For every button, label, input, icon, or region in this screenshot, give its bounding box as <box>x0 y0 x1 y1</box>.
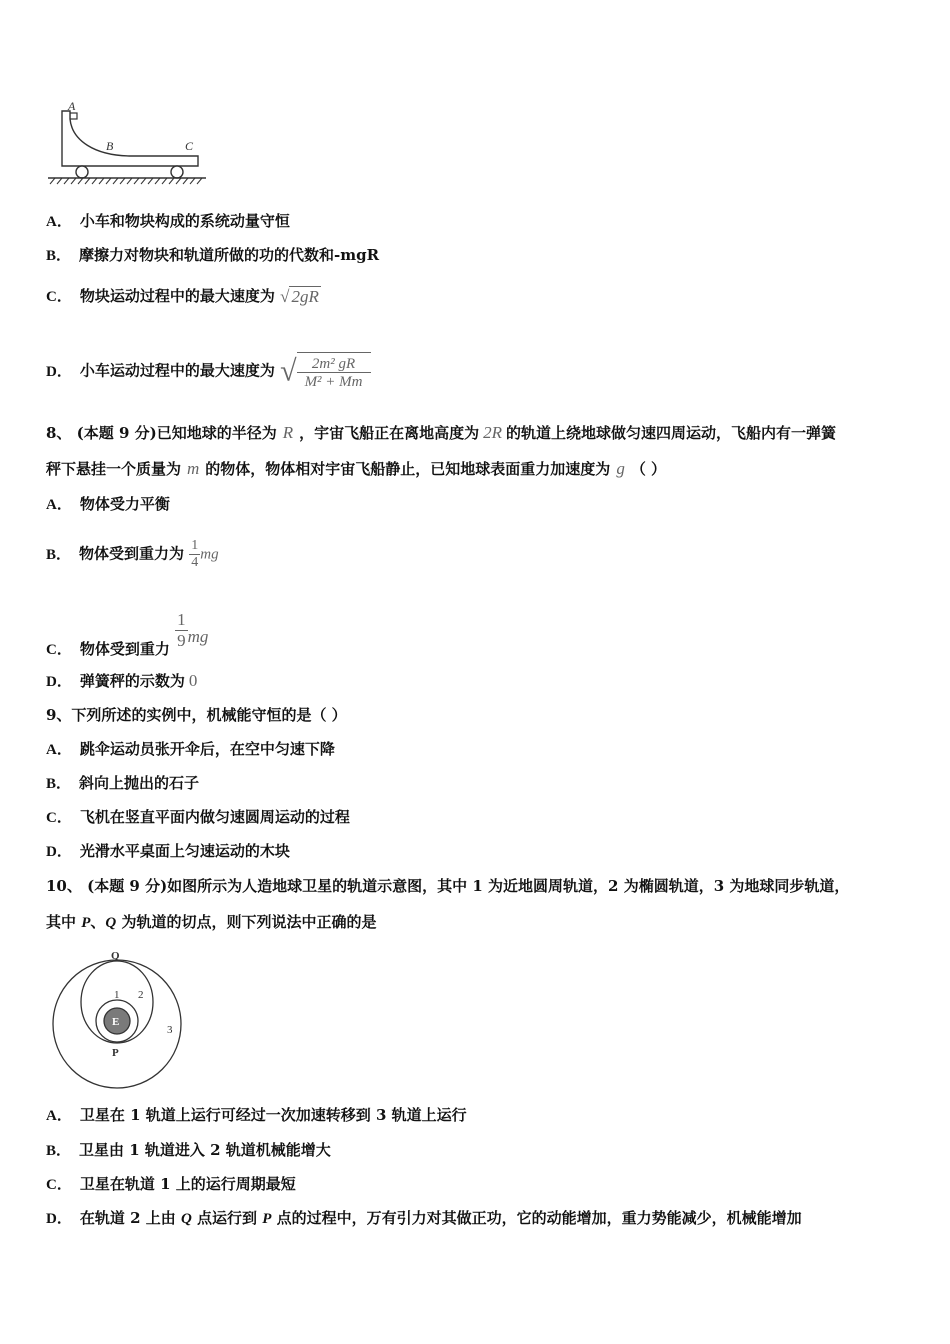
q9-option-a: A． 跳伞运动员张开伞后，在空中匀速下降 <box>46 740 335 758</box>
q10-option-a: A． 卫星在 1 轨道上运行可经过一次加速转移到 3 轨道上运行 <box>46 1106 467 1124</box>
fraction-1-4: $\frac{1}{4}$ <box>191 538 199 570</box>
q10-option-c: C． 卫星在轨道 1 上的运行周期最短 <box>46 1175 296 1193</box>
q9-option-d: D． 光滑水平桌面上匀速运动的木块 <box>46 842 290 860</box>
q7-option-c: C． 物块运动过程中的最大速度为 √ 2gR <box>46 287 319 306</box>
q10-option-b: B． 卫星由 1 轨道进入 2 轨道机械能增大 <box>46 1141 331 1159</box>
sqrt-2gr: √ 2gR <box>280 287 319 306</box>
q8-stem-line1: 8、 (本题 9 分)已知地球的半径为 R ，宇宙飞船正在离地高度为 2R 的轨道上绕地球做匀速四周运动，飞船内有一弹簧 <box>46 423 837 442</box>
q10-stem-line2: 其中 P、Q 为轨道的切点，则下列说法中正确的是 <box>46 913 377 931</box>
block-a <box>70 113 77 119</box>
label-3: 3 <box>167 1024 173 1036</box>
label-1: 1 <box>114 989 120 1001</box>
q8-stem-line2: 秤下悬挂一个质量为 m 的物体，物体相对宇宙飞船静止，已知地球表面重力加速度为 g （ ） <box>46 459 667 478</box>
label-a: A <box>68 99 76 113</box>
q9-stem: 9、下列所述的实例中，机械能守恒的是（ ） <box>46 706 347 724</box>
cart-track-figure <box>44 98 209 188</box>
q10-stem-line1: 10、 (本题 9 分)如图所示为人造地球卫星的轨道示意图，其中 1 为近地圆周轨道，2 为椭圆轨道，3 为地球同步轨道， <box>46 877 850 895</box>
q7-option-b: B． 摩擦力对物块和轨道所做的功的代数和-mgR <box>46 246 380 264</box>
label-c: C <box>185 139 194 153</box>
orbit-figure <box>48 944 188 1089</box>
q9-option-b: B． 斜向上抛出的石子 <box>46 774 200 792</box>
sqrt-fraction: √ $\frac{\text{2m² gR}}{\text{M² + Mm}}$ <box>280 352 370 391</box>
label-e: E <box>112 1016 120 1028</box>
q10-option-d: D． 在轨道 2 上由 Q 点运行到 P 点的过程中，万有引力对其做正功，它的动能增加，重力势能减少，机械能增加 <box>46 1209 802 1227</box>
q7-option-d: D． 小车运动过程中的最大速度为 √ $\frac{\text{2m² gR}}{\text{M² + Mm}}$ <box>46 352 371 391</box>
q8-option-c: C． 物体受到重力 $\frac{1}{9}$ mg <box>46 610 209 658</box>
wheel-right <box>171 166 183 178</box>
ground-hatch <box>50 178 202 184</box>
label-p: P <box>112 1047 119 1059</box>
q8-option-a: A． 物体受力平衡 <box>46 495 170 513</box>
q8-option-d: D． 弹簧秤的示数为 0 <box>46 671 198 690</box>
track-body <box>62 111 198 166</box>
q8-option-b: B． 物体受到重力为 $\frac{1}{4}$ mg <box>46 538 219 570</box>
label-2: 2 <box>138 989 144 1001</box>
label-b: B <box>106 139 114 153</box>
fraction-1-9: $\frac{1}{9}$ <box>177 610 186 650</box>
wheel-left <box>76 166 88 178</box>
q7-option-a: A． 小车和物块构成的系统动量守恒 <box>46 212 290 230</box>
label-q: Q <box>111 950 120 962</box>
q9-option-c: C． 飞机在竖直平面内做匀速圆周运动的过程 <box>46 808 350 826</box>
